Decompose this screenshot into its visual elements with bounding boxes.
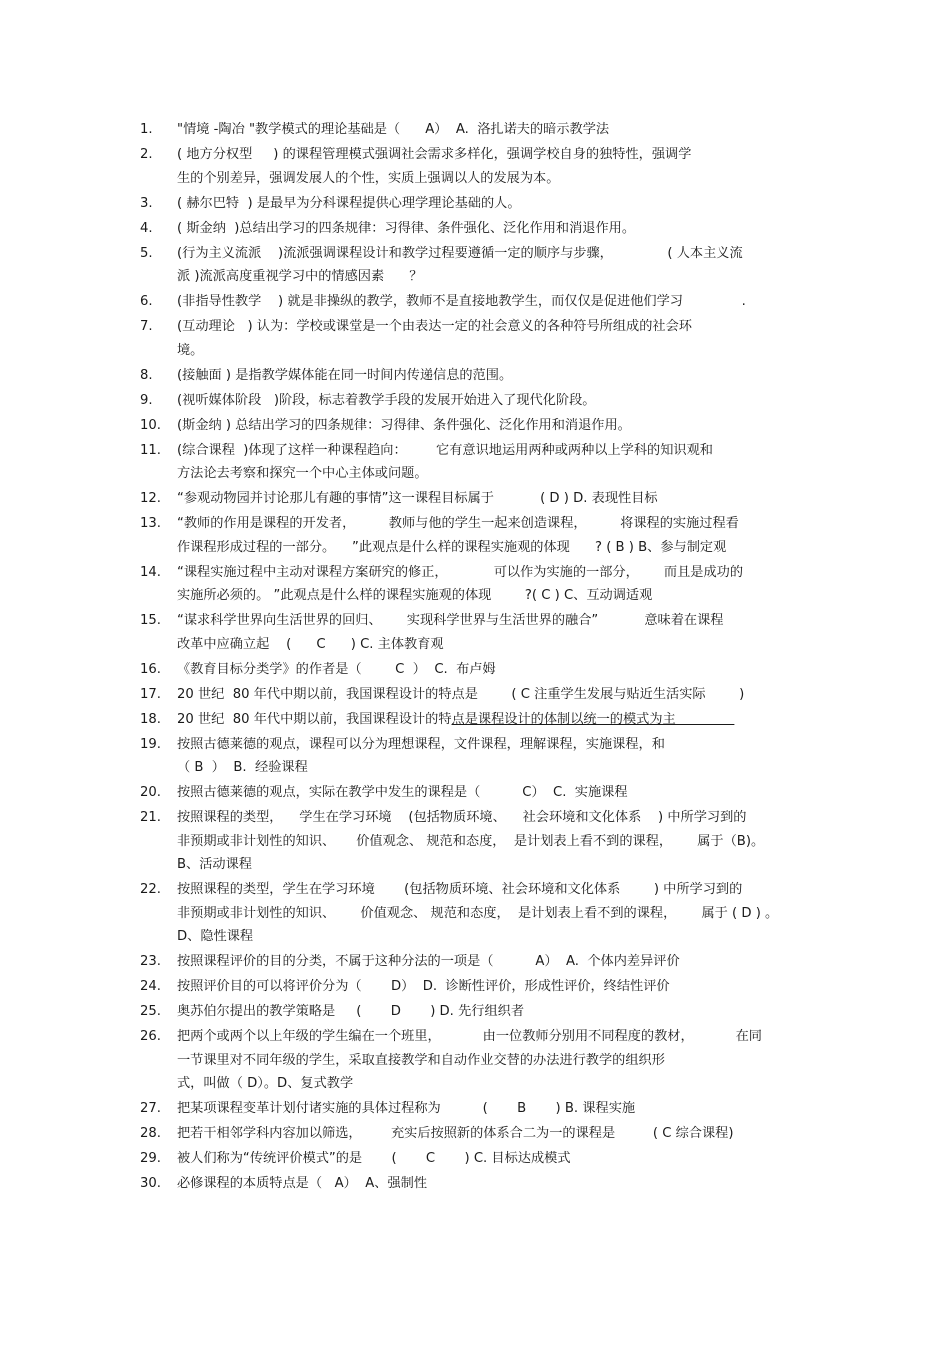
question-line: 把某项课程变革计划付诸实施的具体过程称为 ( B ) B. 课程实施 (177, 1101, 636, 1116)
question-text (177, 806, 810, 877)
question-text (177, 975, 810, 999)
question-number: 3. (140, 195, 153, 211)
question-number: 7. (140, 319, 153, 334)
question-number: 28. (140, 1126, 161, 1141)
question-number: 2. (140, 147, 153, 162)
question-number: 19. (140, 736, 161, 752)
question-item (140, 975, 810, 999)
question-item (140, 290, 810, 314)
question-number: 10. (140, 417, 161, 433)
question-text (177, 217, 810, 241)
question-number: 6. (140, 294, 153, 309)
question-number: 25. (140, 1004, 161, 1019)
question-text (177, 658, 810, 682)
question-item (140, 487, 810, 511)
question-item (140, 1025, 810, 1096)
question-line: D、隐性课程 (177, 929, 254, 944)
question-item (140, 192, 810, 216)
question-item (140, 708, 810, 732)
question-number: 1. (140, 122, 153, 137)
question-text (177, 683, 810, 707)
question-item (140, 217, 810, 241)
question-line: （ B ） B. 经验课程 (177, 760, 308, 775)
question-number: 17. (140, 686, 161, 702)
question-text (177, 1147, 810, 1171)
question-line: 式，叫做（ D）。D、复式教学 (177, 1076, 354, 1091)
question-line: ( 赫尔巴特 ) 是最早为分科课程提供心理学理论基础的人。 (177, 195, 521, 211)
question-number: 20. (140, 785, 161, 800)
question-item (140, 118, 810, 142)
question-line: ( 斯金纳 )总结出学习的四条规律：习得律、条件强化、泛化作用和消退作用。 (177, 220, 636, 236)
question-text (177, 512, 810, 559)
question-item (140, 806, 810, 877)
question-item (140, 143, 810, 190)
question-line: 奥苏伯尔提出的教学策略是 ( D ) D. 先行组织者 (177, 1004, 525, 1019)
question-number: 14. (140, 564, 161, 580)
question-line: 按照古德莱德的观点，实际在教学中发生的课程是（ C） C. 实施课程 (177, 785, 628, 800)
question-list (140, 118, 810, 1197)
question-number: 26. (140, 1029, 161, 1044)
question-line: (视听媒体阶段 )阶段，标志着教学手段的发展开始进入了现代化阶段。 (177, 392, 596, 408)
question-text (177, 1172, 810, 1196)
question-line: 派 )流派高度重视学习中的情感因素 ？ (177, 269, 423, 284)
question-line-underlined: 点是课程设计的体制以统一的模式为主 (451, 711, 735, 727)
question-text (177, 290, 810, 314)
question-line: 按照课程的类型，学生在学习环境 (包括物质环境、社会环境和文化体系 ) 中所学习到的 (177, 882, 743, 897)
question-text (177, 315, 810, 362)
question-line: 方法论去考察和探究一个中心主体或问题。 (177, 466, 428, 481)
question-text (177, 733, 810, 780)
question-line: 把若干相邻学科内容加以筛选， 充实后按照新的体系合二为一的课程是 ( C 综合课程) (177, 1126, 734, 1141)
question-line: 按照课程的类型， 学生在学习环境 (包括物质环境、 社会环境和文化体系 ) 中所学习到的 (177, 810, 747, 825)
question-item (140, 414, 810, 438)
question-line: B、活动课程 (177, 857, 252, 872)
question-text (177, 561, 810, 608)
question-item (140, 878, 810, 949)
question-text (177, 609, 810, 656)
question-item (140, 315, 810, 362)
question-item (140, 512, 810, 559)
question-number: 24. (140, 979, 161, 994)
question-line: 按照评价目的可以将评价分为（ D） D. 诊断性评价，形成性评价，终结性评价 (177, 979, 670, 994)
question-text (177, 878, 810, 949)
question-line: (互动理论 ) 认为：学校或课堂是一个由表达一定的社会意义的各种符号所组成的社会环 (177, 319, 692, 334)
question-item (140, 1172, 810, 1196)
question-item (140, 950, 810, 974)
question-line: (综合课程 )体现了这样一种课程趋向： 它有意识地运用两种或两种以上学科的知识观和 (177, 442, 713, 458)
question-line-plain: 20 世纪 80 年代中期以前，我国课程设计的特 (177, 711, 452, 727)
question-text (177, 708, 810, 732)
question-item (140, 658, 810, 682)
question-line: 一节课里对不同年级的学生，采取直接教学和自动作业交替的办法进行教学的组织形 (177, 1052, 665, 1068)
question-line: 把两个或两个以上年级的学生编在一个班里， 由一位教师分别用不同程度的教材， 在同 (177, 1029, 762, 1044)
question-number: 22. (140, 882, 161, 897)
question-line: 被人们称为“传统评价模式”的是 ( C ) C. 目标达成模式 (177, 1151, 571, 1166)
question-item (140, 781, 810, 805)
question-number: 12. (140, 491, 161, 506)
question-item (140, 609, 810, 656)
question-number: 13. (140, 516, 161, 531)
question-text (177, 1025, 810, 1096)
question-number: 15. (140, 613, 161, 628)
question-text (177, 487, 810, 511)
question-text (177, 118, 810, 142)
question-item (140, 389, 810, 413)
question-line: (非指导性教学 ) 就是非操纵的教学，教师不是直接地教学生，而仅仅是促进他们学习 . (177, 294, 746, 309)
question-text (177, 1122, 810, 1146)
question-number: 29. (140, 1151, 161, 1166)
question-item (140, 683, 810, 707)
question-line: “课程实施过程中主动对课程方案研究的修正， 可以作为实施的一部分， 而且是成功的 (177, 564, 744, 580)
question-text (177, 781, 810, 805)
question-line: 作课程形成过程的一部分。 ”此观点是什么样的课程实施观的体现 ? ( B ) B、参与制定观 (177, 539, 727, 555)
question-item (140, 242, 810, 289)
question-text (177, 143, 810, 190)
question-line: ( 地方分权型 ) 的课程管理模式强调社会需求多样化，强调学校自身的独特性，强调学 (177, 147, 692, 162)
question-number: 5. (140, 245, 153, 261)
question-line: 20 世纪 80 年代中期以前，我国课程设计的特点是 ( C 注重学生发展与贴近生活实际 ) (177, 686, 745, 702)
question-line: “参观动物园并讨论那儿有趣的事情”这一课程目标属于 ( D ) D. 表现性目标 (177, 491, 658, 506)
question-text (177, 439, 810, 486)
question-number: 11. (140, 442, 161, 458)
question-line: 非预期或非计划性的知识、 价值观念、 规范和态度， 是计划表上看不到的课程， 属于 ( D ) 。 (177, 905, 779, 921)
question-line: 非预期或非计划性的知识、 价值观念、 规范和态度， 是计划表上看不到的课程， 属于（B)。 (177, 833, 765, 849)
question-number: 4. (140, 220, 153, 236)
question-line: (接触面 ) 是指教学媒体能在同一时间内传递信息的范围。 (177, 367, 513, 383)
question-number: 8. (140, 367, 153, 383)
question-line (177, 708, 810, 732)
question-item (140, 1122, 810, 1146)
question-number: 23. (140, 954, 161, 969)
question-line: 按照古德莱德的观点，课程可以分为理想课程，文件课程，理解课程，实施课程，和 (177, 736, 665, 752)
question-line: 《教育目标分类学》的作者是（ C ） C. 布卢姆 (177, 661, 496, 677)
question-number: 21. (140, 810, 161, 825)
question-line: 改革中应确立起 ( C ) C. 主体教育观 (177, 636, 444, 652)
question-text (177, 242, 810, 289)
question-number: 9. (140, 392, 153, 408)
question-item (140, 1147, 810, 1171)
question-line: 生的个别差异，强调发展人的个性，实质上强调以人的发展为本。 (177, 170, 560, 186)
question-line: 境。 (177, 342, 204, 358)
question-line: (斯金纳 ) 总结出学习的四条规律：习得律、条件强化、泛化作用和消退作用。 (177, 417, 631, 433)
question-item (140, 439, 810, 486)
question-number: 16. (140, 661, 161, 677)
question-item (140, 1097, 810, 1121)
question-item (140, 364, 810, 388)
question-item (140, 1000, 810, 1024)
question-line: 按照课程评价的目的分类，不属于这种分法的一项是（ A） A. 个体内差异评价 (177, 954, 680, 969)
question-line: “教师的作用是课程的开发者， 教师与他的学生一起来创造课程， 将课程的实施过程看 (177, 516, 739, 531)
question-line: (行为主义流派 )流派强调课程设计和教学过程要遵循一定的顺序与步骤， ( 人本主义流 (177, 245, 743, 261)
question-line: 必修课程的本质特点是（ A） A、强制性 (177, 1176, 428, 1191)
question-text (177, 414, 810, 438)
question-item (140, 561, 810, 608)
question-number: 18. (140, 711, 161, 727)
question-text (177, 950, 810, 974)
question-text (177, 364, 810, 388)
question-number: 30. (140, 1176, 161, 1191)
question-text (177, 192, 810, 216)
question-text (177, 1000, 810, 1024)
question-line: “谋求科学世界向生活世界的回归、 实现科学世界与生活世界的融合” 意味着在课程 (177, 613, 724, 628)
question-line: 实施所必须的。 ”此观点是什么样的课程实施观的体现 ?( C ) C、互动调适观 (177, 588, 653, 603)
question-text (177, 1097, 810, 1121)
question-text (177, 389, 810, 413)
question-number: 27. (140, 1101, 161, 1116)
question-item (140, 733, 810, 780)
question-line: "情境 -陶冶 "教学模式的理论基础是（ A） A. 洛扎诺夫的暗示教学法 (177, 122, 610, 137)
